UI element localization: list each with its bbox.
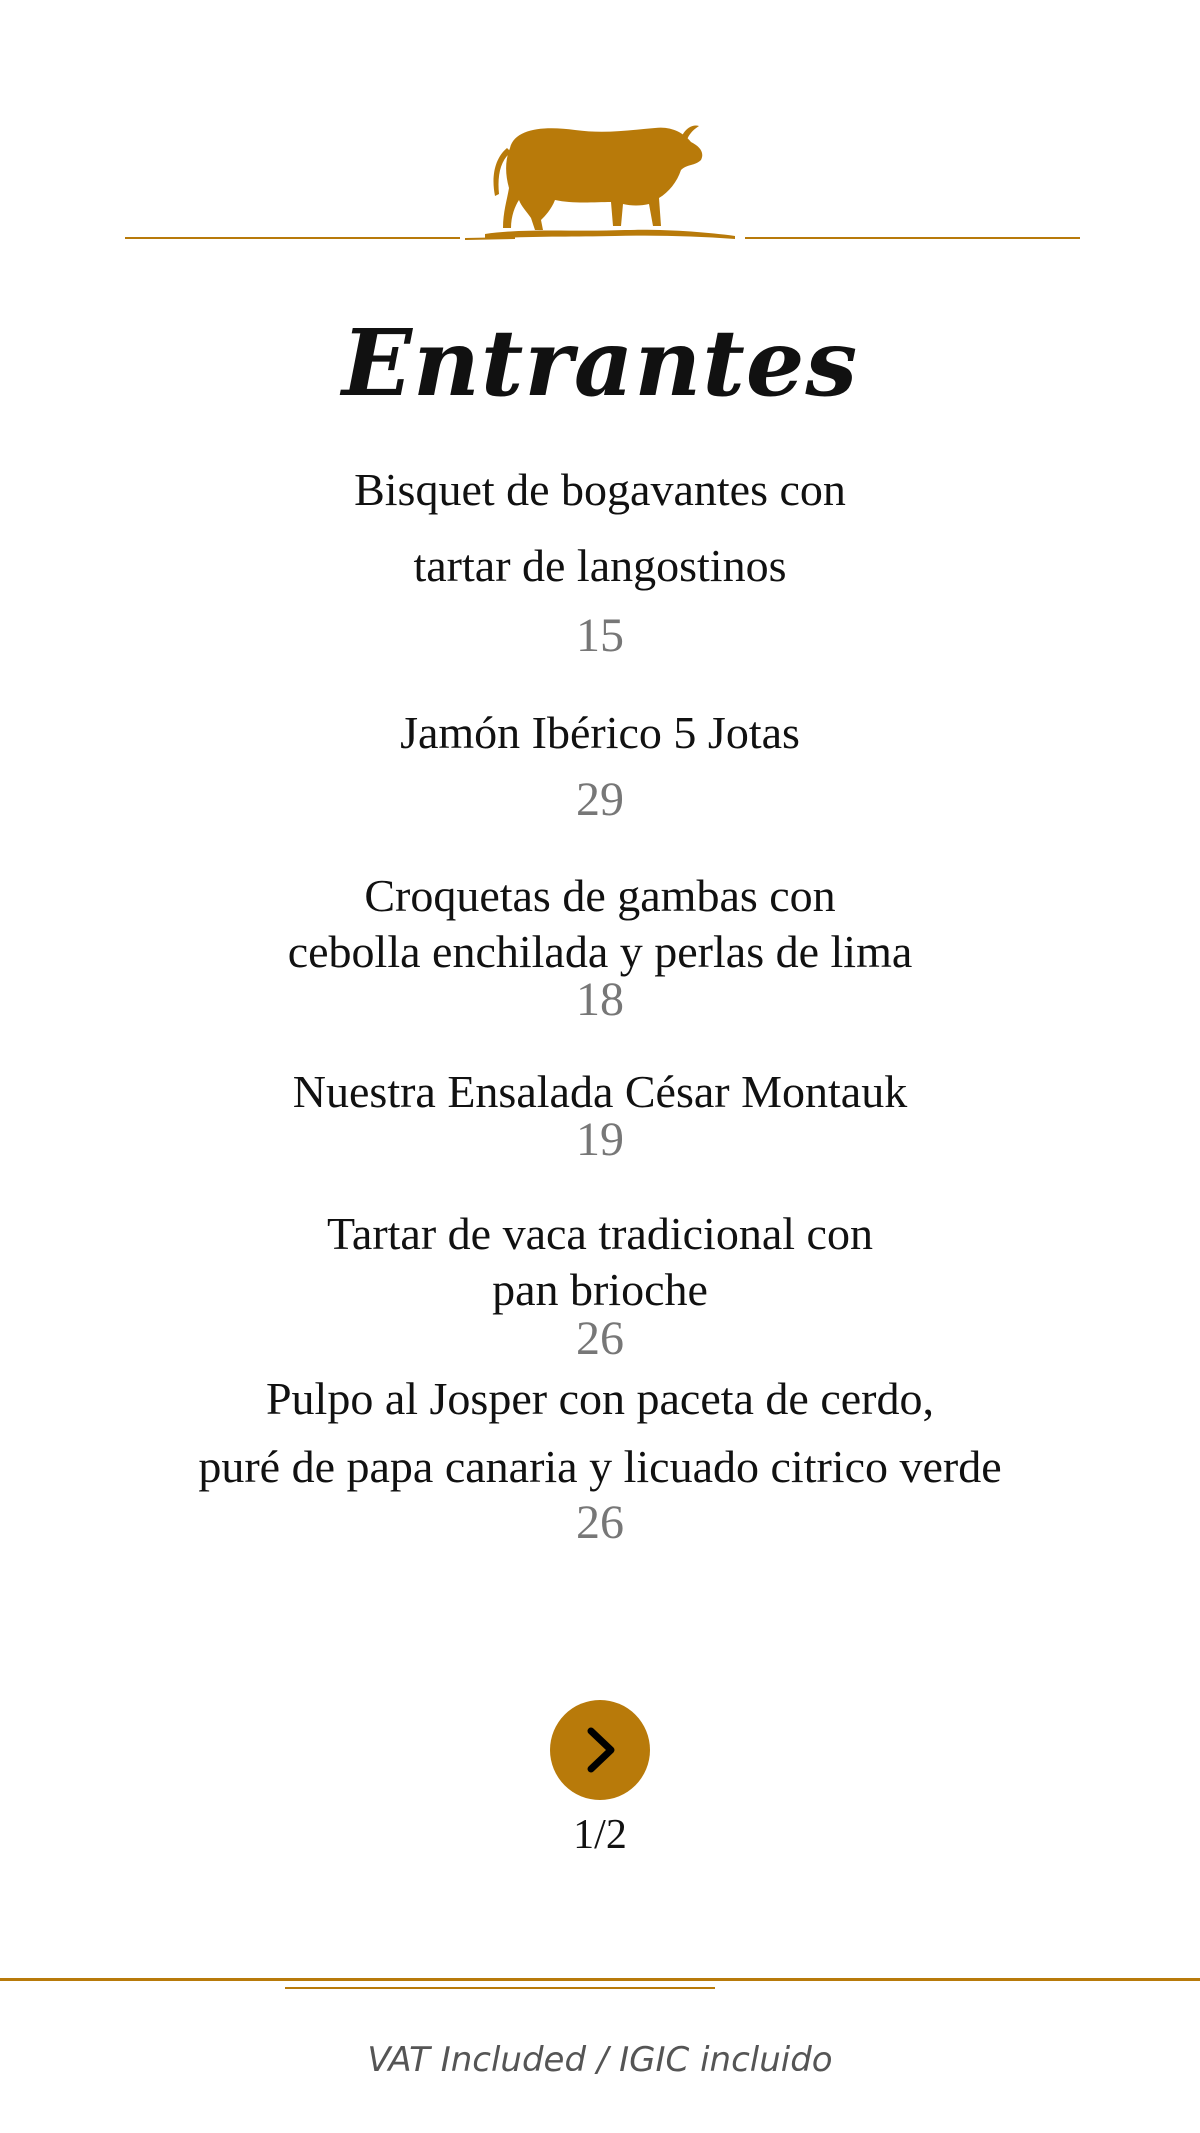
menu-item-price: 15 [576,609,624,662]
menu-item-price: 26 [576,1496,624,1549]
menu-item-name-line: Nuestra Ensalada César Montauk [292,1066,908,1117]
menu-item-name-line: tartar de langostinos [413,540,787,591]
header-divider-left [125,237,460,239]
menu-header [0,0,1200,417]
menu-item-name-line: Bisquet de bogavantes con [354,464,846,515]
chevron-right-icon [575,1725,625,1775]
menu-item-name-line: cebolla enchilada y perlas de lima [287,926,913,977]
bull-icon [455,108,755,248]
page-indicator: 1/2 [573,1812,627,1858]
menu-item-price: 19 [576,1113,624,1166]
next-page-button[interactable] [550,1700,650,1800]
header-divider-right [745,237,1080,239]
menu-item-name-line: Jamón Ibérico 5 Jotas [400,707,800,758]
menu-item-name-line: puré de papa canaria y licuado citrico verde [198,1441,1002,1492]
section-title: Entrantes [341,308,859,417]
menu-item-price: 18 [576,973,624,1026]
menu-item-price: 26 [576,1312,624,1365]
menu-item-name-line: Pulpo al Josper con paceta de cerdo, [265,1373,935,1424]
footer-divider [0,1978,1200,1981]
menu-item-name-line: Tartar de vaca tradicional con [327,1208,873,1259]
footer-divider-accent [285,1987,715,1989]
menu-item-price: 29 [576,773,624,826]
vat-note: VAT Included / IGIC incluido [367,2040,833,2080]
menu-item-name-line: Croquetas de gambas con [364,870,836,921]
menu-item-name-line: pan brioche [492,1264,708,1315]
